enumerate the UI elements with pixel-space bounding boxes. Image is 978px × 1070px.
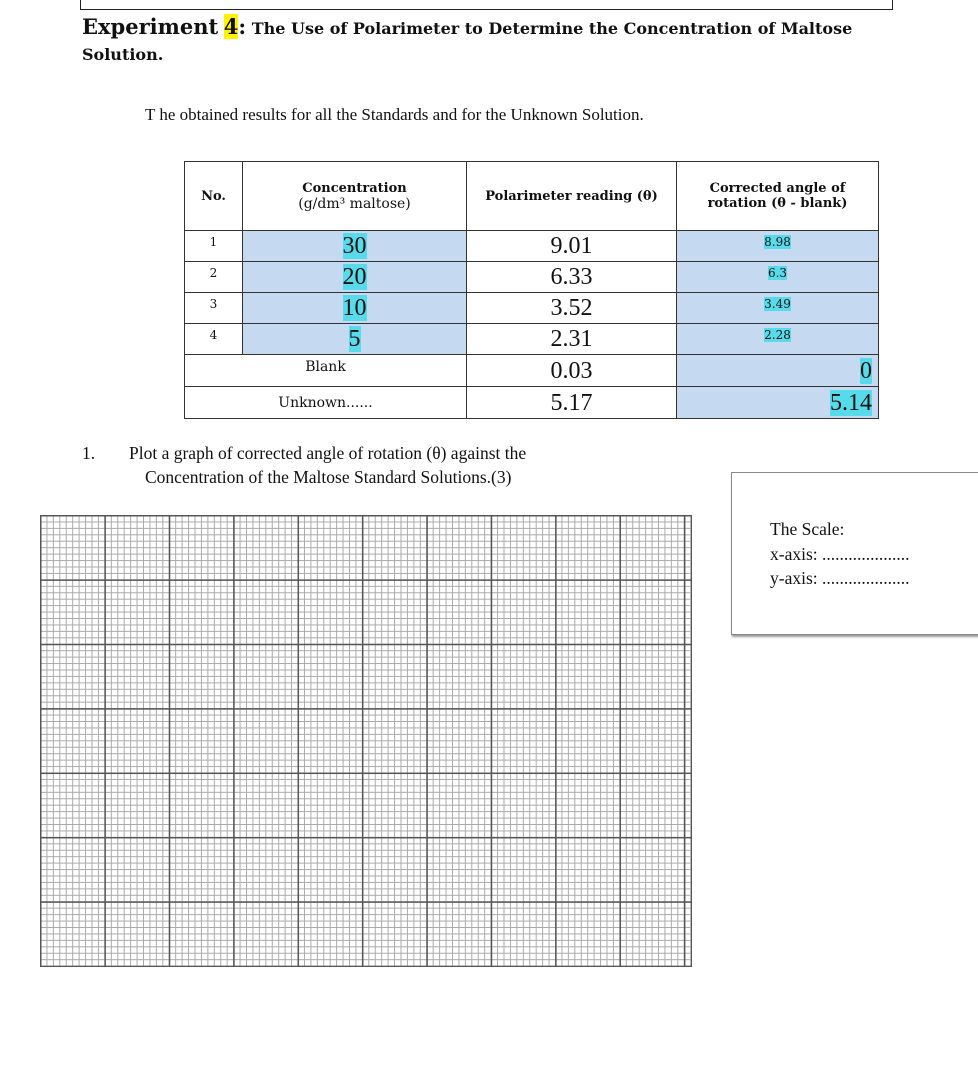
row-concentration [243,231,467,262]
unknown-corrected [677,387,879,419]
table-row-unknown [185,387,879,419]
row-corrected [677,262,879,293]
unknown-reading: 5.17 [467,387,677,419]
row-no: 2 [185,262,243,293]
header-corr-line2: rotation (θ - blank) [707,196,848,211]
scale-y-axis[interactable]: y-axis: .................... [770,568,910,588]
corrected-value: 6.3 [767,266,788,280]
blank-corrected [677,355,879,387]
header-no: No. [185,162,243,231]
intro-text: T he obtained results for all the Standards and for the Unknown Solution. [145,105,644,124]
corrected-value: 2.28 [764,328,791,342]
conc-value: 30 [342,233,367,259]
header-conc-line2: (g/dm³ maltose) [298,195,411,212]
top-border-rule [80,0,893,10]
row-concentration [243,262,467,293]
question-line2: Concentration of the Maltose Standard Solutions.(3) [145,467,512,487]
conc-value: 5 [348,326,361,352]
title-colon: : [238,14,247,39]
results-table [184,161,879,419]
experiment-title [82,14,962,68]
table-row [185,293,879,324]
experiment-number: 4 [223,14,239,39]
blank-label: Blank [185,355,467,387]
row-reading: 3.52 [467,293,677,324]
unknown-label: Unknown...... [185,387,467,419]
graph-paper-grid[interactable] [40,515,692,967]
scale-x-axis[interactable]: x-axis: .................... [770,544,910,564]
table-row [185,231,879,262]
table-row [185,262,879,293]
unknown-corrected-value: 5.14 [830,389,872,416]
header-conc-line1: Concentration [302,180,407,196]
question-line1: Plot a graph of corrected angle of rotation (θ) against the [129,443,527,463]
scale-heading: The Scale: [770,519,845,539]
row-corrected [677,231,879,262]
row-concentration [243,293,467,324]
table-header-row [185,162,879,231]
row-no: 1 [185,231,243,262]
title-text-line2: Solution. [82,45,164,64]
blank-corrected-value: 0 [860,357,872,384]
row-reading: 6.33 [467,262,677,293]
row-no: 4 [185,324,243,355]
corrected-value: 8.98 [764,235,791,249]
row-reading: 2.31 [467,324,677,355]
header-corr-line1: Corrected angle of [709,181,846,196]
experiment-word: Experiment [82,14,219,39]
table-row [185,324,879,355]
scale-box [731,472,978,635]
row-corrected [677,293,879,324]
row-reading: 9.01 [467,231,677,262]
question-number: 1. [82,443,96,463]
conc-value: 10 [342,295,367,321]
header-corrected [677,162,879,231]
row-corrected [677,324,879,355]
conc-value: 20 [342,264,367,290]
blank-reading: 0.03 [467,355,677,387]
row-concentration [243,324,467,355]
table-row-blank [185,355,879,387]
header-concentration [243,162,467,231]
header-reading: Polarimeter reading (θ) [467,162,677,231]
corrected-value: 3.49 [764,297,791,311]
title-text: The Use of Polarimeter to Determine the Concentration of Maltose [251,19,853,38]
row-no: 3 [185,293,243,324]
